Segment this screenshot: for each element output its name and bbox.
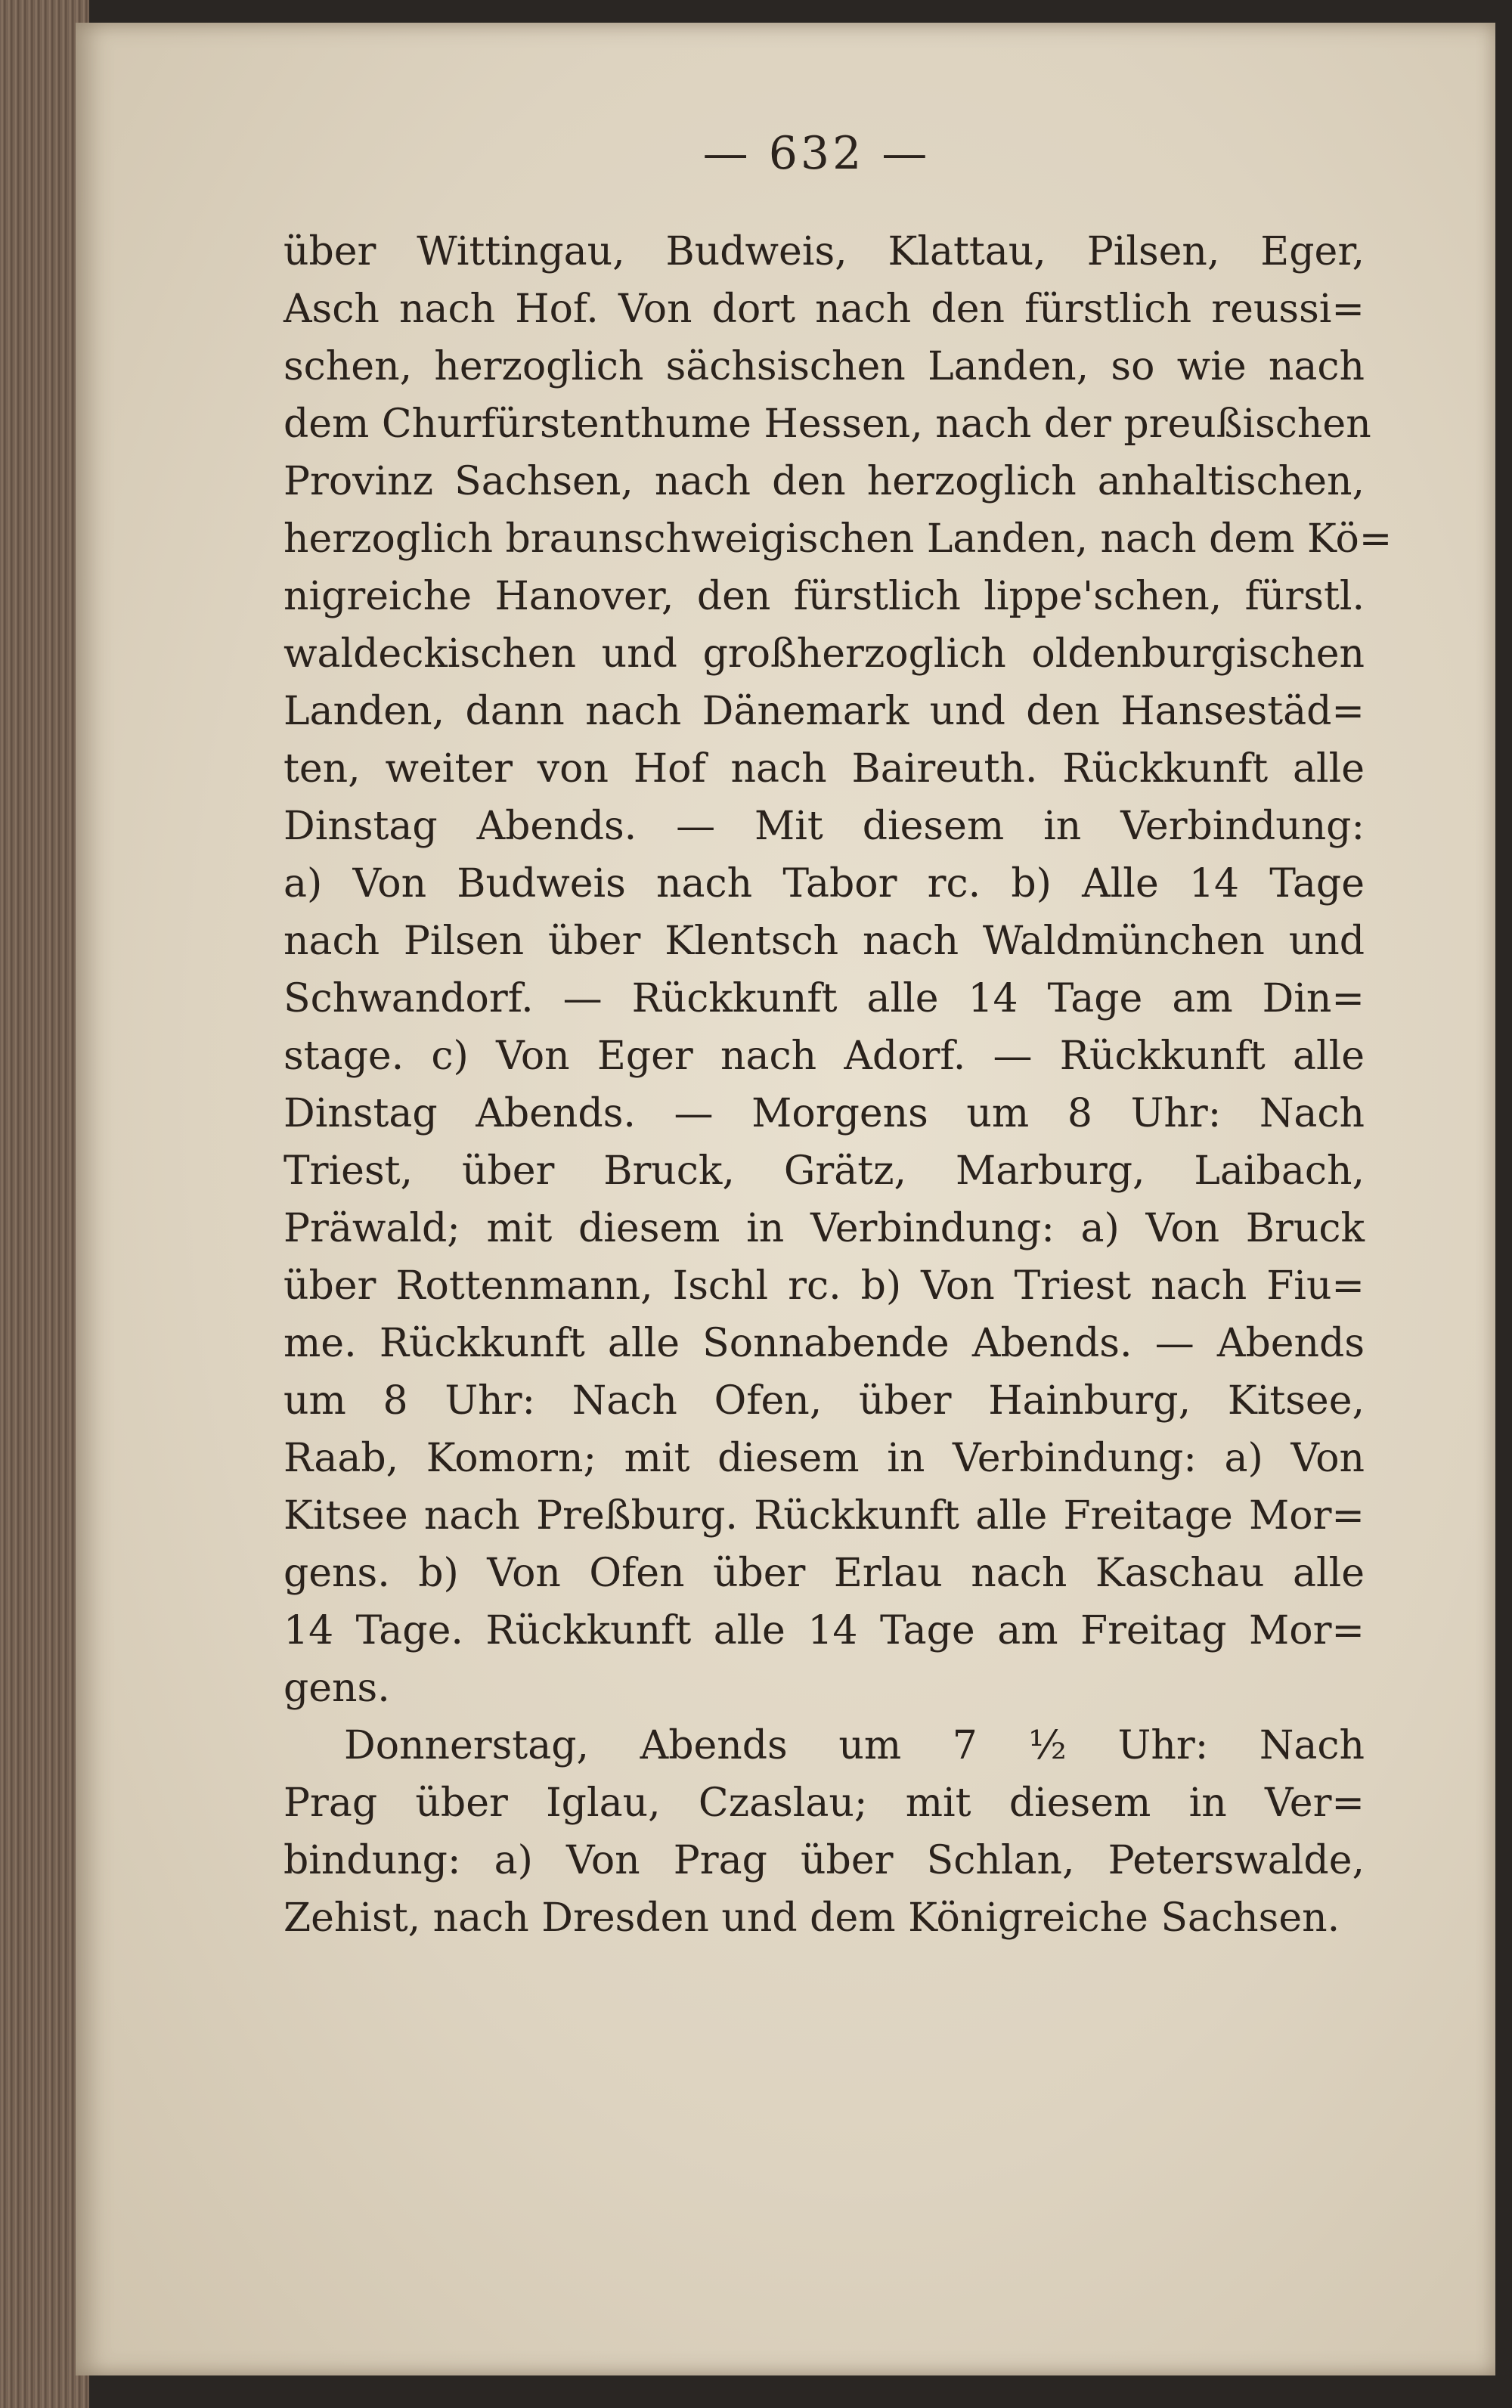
text-line: waldeckischen und großherzoglich oldenburgischen	[284, 631, 1365, 677]
text-line: stage. c) Von Eger nach Adorf. — Rückkunft alle	[284, 1034, 1365, 1079]
text-line: Kitsee nach Preßburg. Rückkunft alle Freitage Mor=	[284, 1493, 1365, 1539]
text-line: Provinz Sachsen, nach den herzoglich anhaltischen,	[284, 459, 1365, 504]
text-line: gens. b) Von Ofen über Erlau nach Kaschau alle	[284, 1551, 1365, 1596]
text-line: me. Rückkunft alle Sonnabende Abends. — Abends	[284, 1321, 1365, 1366]
text-line: a) Von Budweis nach Tabor rc. b) Alle 14 Tage	[284, 861, 1365, 906]
text-line: nach Pilsen über Klentsch nach Waldmünchen und	[284, 919, 1365, 964]
text-line: über Wittingau, Budweis, Klattau, Pilsen, Eger,	[284, 229, 1365, 274]
text-line: bindung: a) Von Prag über Schlan, Peterswalde,	[284, 1838, 1365, 1883]
text-line: Dinstag Abends. — Morgens um 8 Uhr: Nach	[284, 1091, 1365, 1136]
text-line: Zehist, nach Dresden und dem Königreiche Sachsen.	[284, 1895, 1340, 1941]
text-line: dem Churfürstenthume Hessen, nach der preußischen	[284, 401, 1371, 447]
text-line: Präwald; mit diesem in Verbindung: a) Von Bruck	[284, 1206, 1365, 1251]
text-line: herzoglich braunschweigischen Landen, nach dem Kö=	[284, 516, 1393, 562]
text-line: Prag über Iglau, Czaslau; mit diesem in Ver=	[284, 1780, 1365, 1826]
text-line: gens.	[284, 1666, 390, 1711]
page-number: — 632 —	[702, 127, 931, 180]
paragraph-start-line: Donnerstag, Abends um 7 ½ Uhr: Nach	[344, 1723, 1365, 1768]
text-line: Triest, über Bruck, Grätz, Marburg, Laibach,	[284, 1148, 1365, 1194]
text-line: 14 Tage. Rückkunft alle 14 Tage am Freitag Mor=	[284, 1608, 1365, 1653]
text-line: Dinstag Abends. — Mit diesem in Verbindung:	[284, 804, 1365, 849]
text-line: über Rottenmann, Ischl rc. b) Von Triest nach Fiu=	[284, 1263, 1365, 1309]
text-line: Landen, dann nach Dänemark und den Hansestäd=	[284, 689, 1365, 734]
text-line: Raab, Komorn; mit diesem in Verbindung: a) Von	[284, 1436, 1365, 1481]
text-line: Schwandorf. — Rückkunft alle 14 Tage am Din=	[284, 976, 1365, 1021]
text-line: um 8 Uhr: Nach Ofen, über Hainburg, Kitsee,	[284, 1378, 1365, 1424]
text-line: Asch nach Hof. Von dort nach den fürstlich reussi=	[284, 287, 1365, 332]
text-line: nigreiche Hanover, den fürstlich lippe'schen, fürstl.	[284, 574, 1365, 619]
text-line: schen, herzoglich sächsischen Landen, so wie nach	[284, 344, 1365, 389]
text-line: ten, weiter von Hof nach Baireuth. Rückkunft alle	[284, 746, 1365, 792]
scan-background	[1495, 0, 1512, 2408]
body-text	[284, 223, 1393, 1947]
